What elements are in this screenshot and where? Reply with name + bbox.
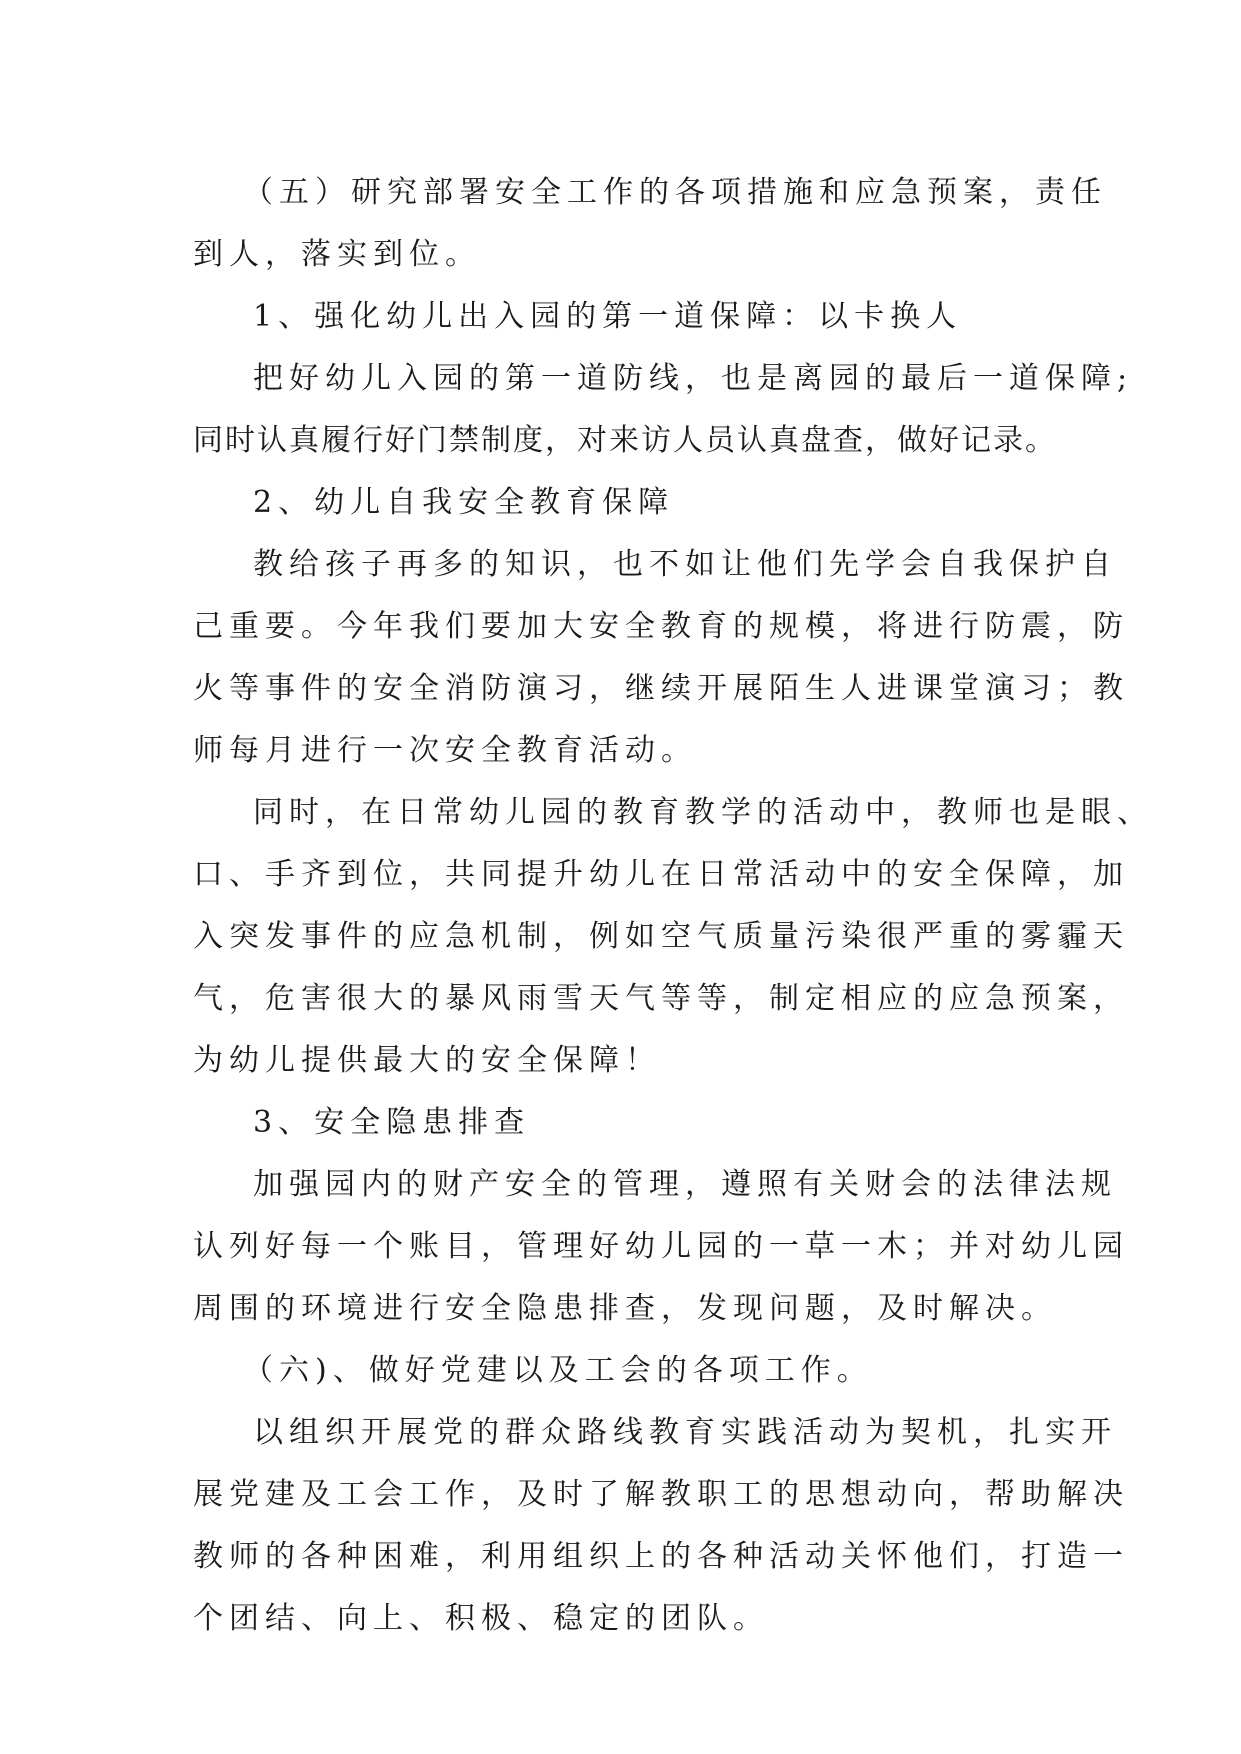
text-line: 展党建及工会工作，及时了解教职工的思想动向，帮助解决 bbox=[193, 1477, 1129, 1512]
text-line: 同时认真履行好门禁制度，对来访人员认真盘查，做好记录。 bbox=[193, 423, 1057, 458]
paragraph-party-building bbox=[193, 1402, 1129, 1650]
text-line: 己重要。今年我们要加大安全教育的规模，将进行防震，防 bbox=[193, 609, 1129, 644]
document-page bbox=[193, 162, 1153, 1650]
subheading-3 bbox=[193, 1092, 1053, 1154]
text-line: 气，危害很大的暴风雨雪天气等等，制定相应的应急预案， bbox=[193, 981, 1129, 1016]
text-line: 同时，在日常幼儿园的教育教学的活动中，教师也是眼、 bbox=[253, 795, 1153, 830]
paragraph-daily-safety bbox=[193, 782, 1153, 1092]
text-line: 周围的环境进行安全隐患排查，发现问题，及时解决。 bbox=[193, 1291, 1057, 1326]
text-line: 到人，落实到位。 bbox=[193, 237, 481, 272]
text-line: 1、强化幼儿出入园的第一道保障：以卡换人 bbox=[253, 299, 963, 334]
text-line: 火等事件的安全消防演习，继续开展陌生人进课堂演习；教 bbox=[193, 671, 1129, 706]
text-line: 加强园内的财产安全的管理，遵照有关财会的法律法规 bbox=[253, 1167, 1117, 1202]
text-line: （五）研究部署安全工作的各项措施和应急预案，责任 bbox=[243, 175, 1107, 210]
text-line: 3、安全隐患排查 bbox=[253, 1105, 531, 1140]
paragraph-entry-guard bbox=[193, 348, 1134, 472]
text-line: 个团结、向上、积极、稳定的团队。 bbox=[193, 1601, 769, 1636]
section-heading-6 bbox=[193, 1340, 1053, 1402]
text-line: 以组织开展党的群众路线教育实践活动为契机，扎实开 bbox=[253, 1415, 1117, 1450]
text-line: 教给孩子再多的知识，也不如让他们先学会自我保护自 bbox=[253, 547, 1117, 582]
text-line: （六)、做好党建以及工会的各项工作。 bbox=[243, 1353, 873, 1388]
paragraph-self-protection bbox=[193, 534, 1129, 782]
text-line: 为幼儿提供最大的安全保障！ bbox=[193, 1043, 661, 1078]
text-line: 教师的各种困难，利用组织上的各种活动关怀他们，打造一 bbox=[193, 1539, 1129, 1574]
subheading-1 bbox=[193, 286, 1053, 348]
text-line: 把好幼儿入园的第一道防线，也是离园的最后一道保障; bbox=[253, 361, 1134, 396]
text-line: 入突发事件的应急机制，例如空气质量污染很严重的雾霾天 bbox=[193, 919, 1129, 954]
text-line: 2、幼儿自我安全教育保障 bbox=[253, 485, 675, 520]
section-heading-5 bbox=[193, 162, 1107, 286]
text-line: 口、手齐到位，共同提升幼儿在日常活动中的安全保障，加 bbox=[193, 857, 1129, 892]
subheading-2 bbox=[193, 472, 1053, 534]
text-line: 认列好每一个账目，管理好幼儿园的一草一木；并对幼儿园 bbox=[193, 1229, 1129, 1264]
paragraph-hazard-check bbox=[193, 1154, 1129, 1340]
text-line: 师每月进行一次安全教育活动。 bbox=[193, 733, 697, 768]
